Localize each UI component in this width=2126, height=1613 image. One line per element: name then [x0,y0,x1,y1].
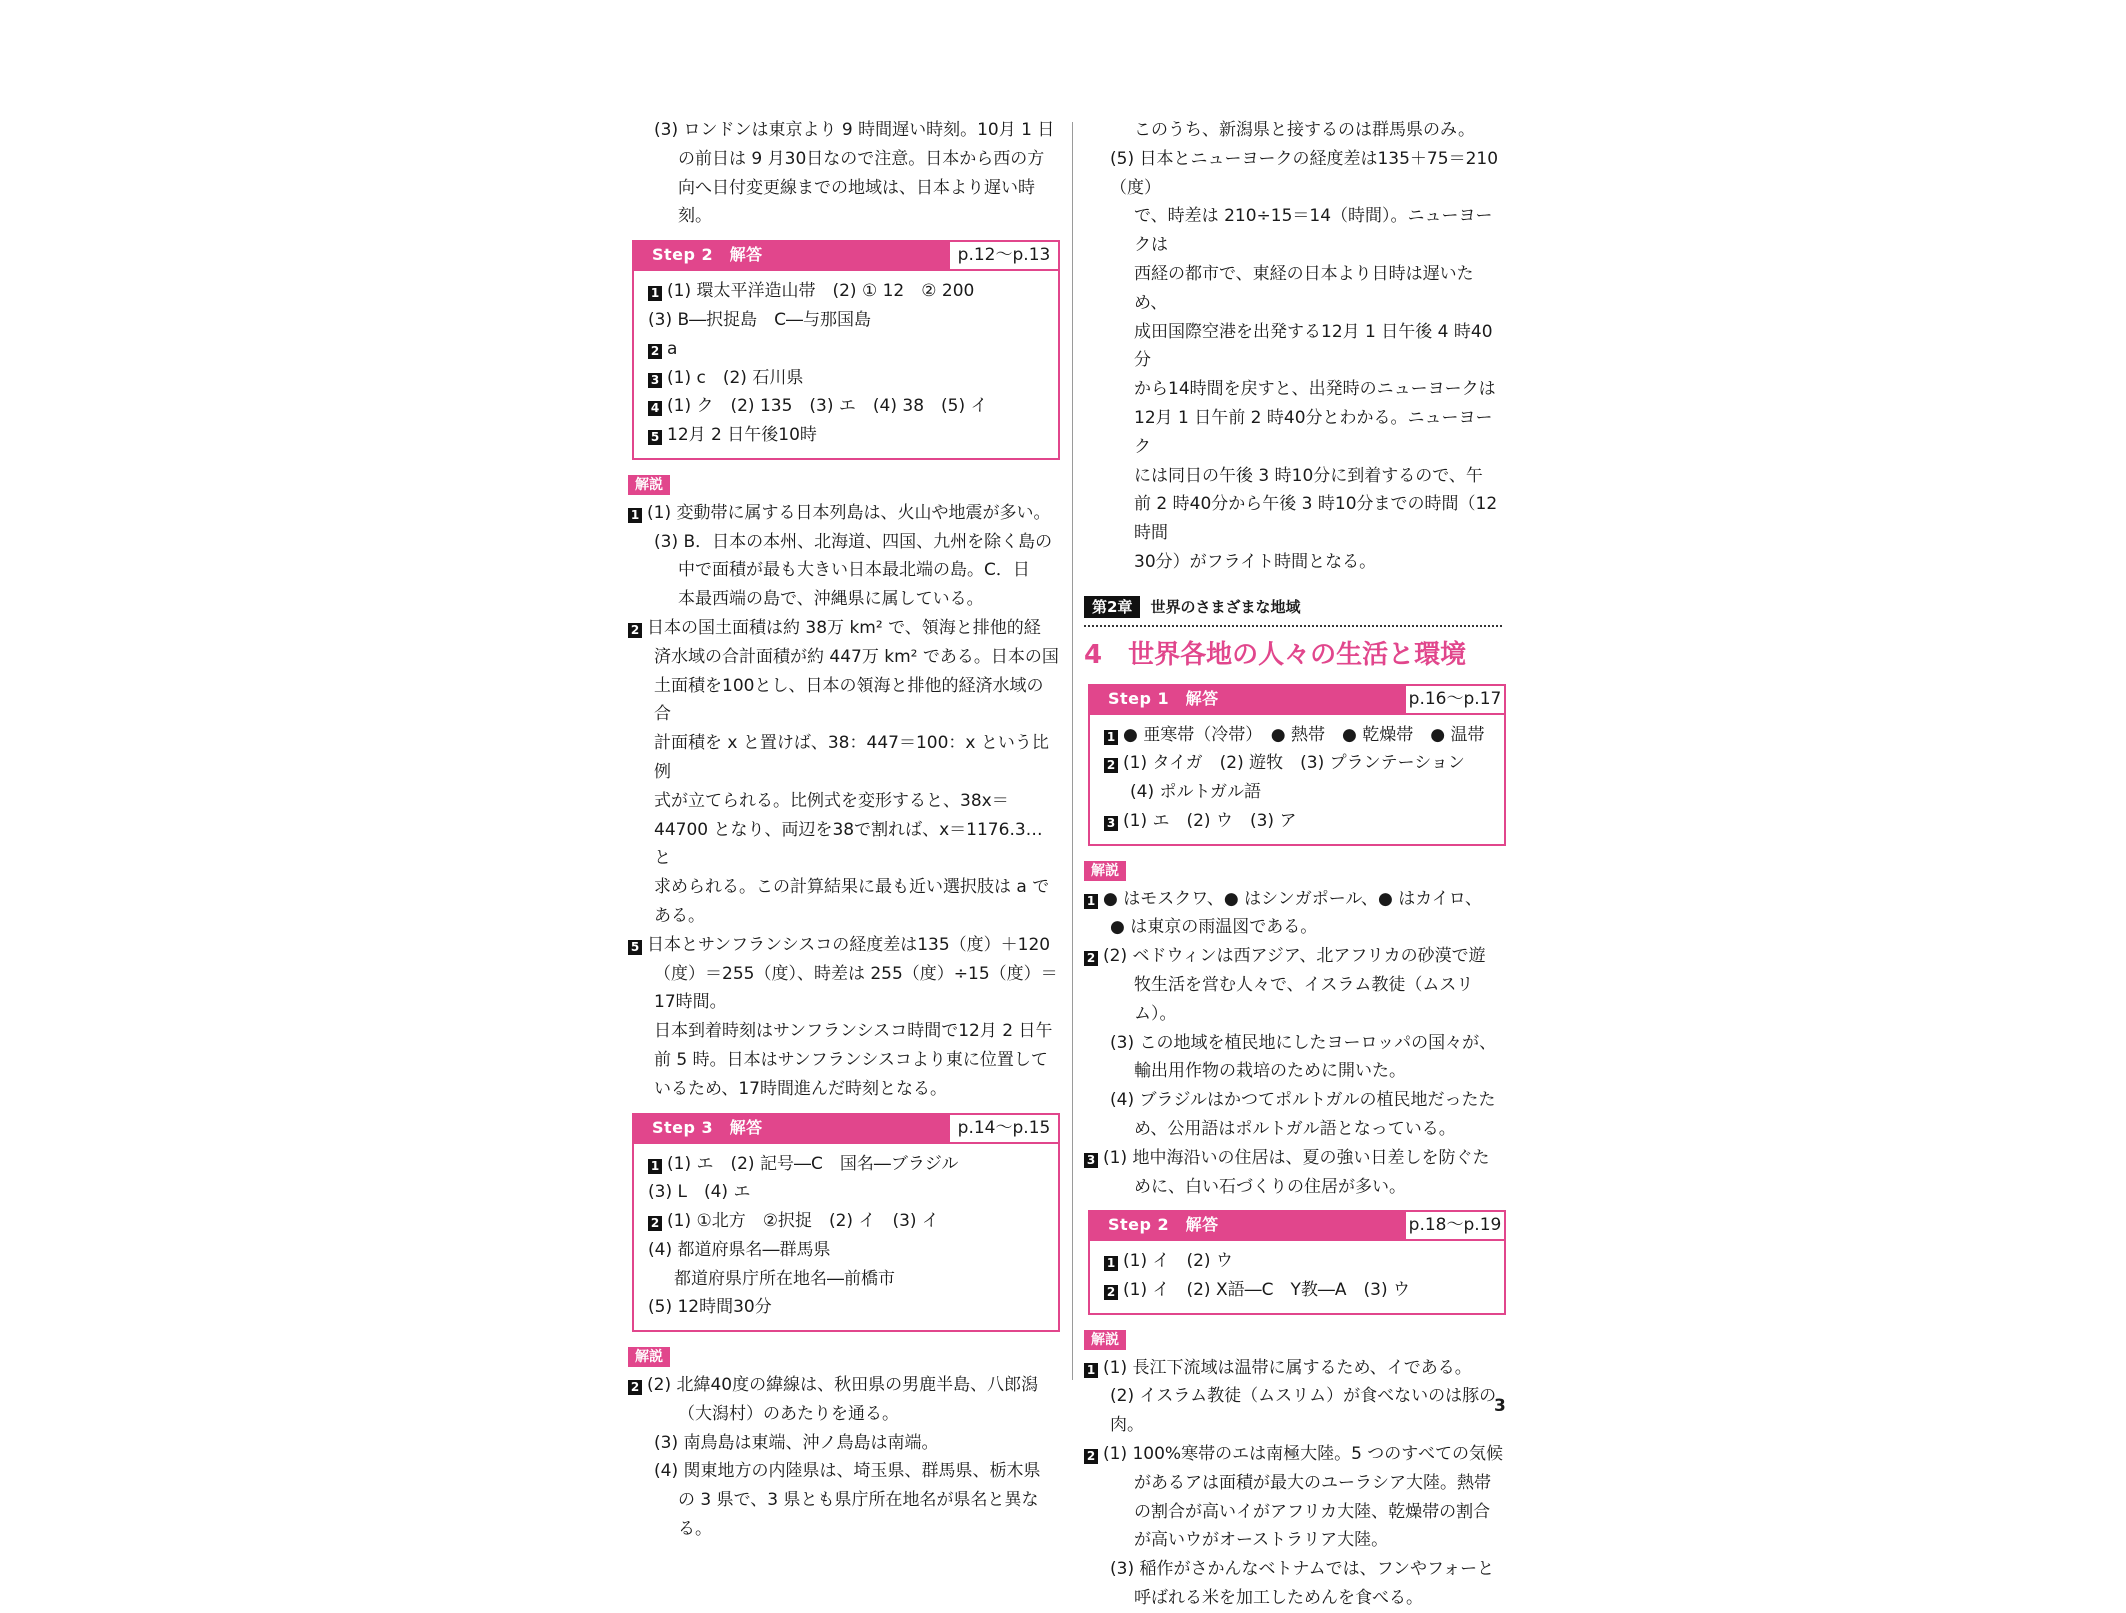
chapter-header [1084,593,1502,627]
line-text: (1) ①北方 ②択捉 (2) イ (3) イ [667,1211,939,1232]
text-line [628,1046,1060,1075]
line-text: 輸出用作物の栽培のために開いた。 [1134,1061,1406,1082]
text-line [628,1429,1060,1458]
step-pages: p.12〜p.13 [957,245,1051,266]
text-line: (3) ロンドンは東京より 9 時間遅い時刻。10月 1 日 [654,120,1055,140]
line-text: (4) ブラジルはかつてポルトガルの植民地だったた [1110,1090,1496,1111]
text-line [648,1150,1048,1179]
text-line [648,1293,1048,1322]
line-text: いるため、17時間進んだ時刻となる。 [654,1078,947,1099]
text-line [1084,1469,1506,1498]
text-line [1084,1144,1506,1173]
question-number-badge: 2 [1104,758,1118,773]
text-line [628,960,1060,1018]
line-text: (4) 関東地方の内陸県は、埼玉県、群馬県、栃木県 [654,1461,1041,1482]
text-line [648,1265,1048,1294]
text-line [1084,1086,1506,1115]
kaisetsu-block [628,1371,1060,1544]
step-body [1090,1241,1504,1313]
line-text: 中で面積が最も大きい日本最北端の島。C．日 [678,560,1030,581]
question-number-badge: 4 [648,401,662,416]
line-text: ある。 [654,905,705,926]
line-text: (3) この地域を植民地にしたヨーロッパの国々が、 [1110,1032,1497,1053]
line-text: (1) 100%寒帯のエは南極大陸。5 つのすべての気候 [1103,1444,1503,1465]
line-text: (1) イ (2) ウ [1123,1251,1233,1272]
column-divider [1072,122,1073,1380]
text-line [628,672,1060,730]
text-line [1084,1498,1506,1527]
question-number-badge: 1 [1104,1256,1118,1271]
step3-answer-box [632,1113,1060,1333]
line-text: め、公用語はポルトガル語となっている。 [1134,1118,1456,1139]
line-text: 済水域の合計面積が約 447万 km² である。日本の国 [654,646,1059,667]
step-body [1090,715,1504,844]
text-line [628,1075,1060,1104]
line-text: (1) エ (2) ウ (3) ア [1123,810,1297,831]
text-line [628,585,1060,614]
line-text: があるアは面積が最大のユーラシア大陸。熱帯 [1134,1472,1491,1493]
line-text: a [667,338,678,359]
line-text: 都道府県庁所在地名―前橋市 [674,1268,895,1289]
line-text: (1) タイガ (2) 遊牧 (3) プランテーション [1123,753,1465,774]
line-text: 日本とサンフランシスコの経度差は135（度）＋120 [647,934,1051,955]
page-number: 3 [1494,1396,1506,1416]
line-text: (3) B―択捉島 C―与那国島 [648,309,872,330]
question-number-badge: 1 [628,508,642,523]
left-column [628,116,1060,1544]
kaisetsu-label: 解説 [1084,1330,1126,1350]
question-number-badge: 3 [1104,816,1118,831]
line-text: 30分）がフライト時間となる。 [1134,551,1377,572]
question-number-badge: 2 [628,623,642,638]
line-text: (4) ポルトガル語 [1130,782,1261,803]
line-text: (1) 変動帯に属する日本列島は、火山や地震が多い。 [647,502,1051,523]
text-line [1104,749,1494,778]
chapter-title: 世界のさまざまな地域 [1150,597,1301,616]
text-line [1084,375,1506,404]
line-text: (3) B．日本の本州、北海道、四国、九州を除く島の [654,531,1053,552]
chapter-badge: 第2章 [1084,596,1140,618]
kaisetsu-block [1084,1354,1506,1613]
question-number-badge: 1 [1104,730,1118,745]
line-text: (2) イスラム教徒（ムスリム）が食べないのは豚の肉。 [1110,1386,1497,1436]
text-line [1084,404,1506,462]
line-text: 12月 1 日午前 2 時40分とわかる。ニューヨーク [1134,407,1493,457]
line-text: (2) ベドウィンは西アジア、北アフリカの砂漠で遊 [1103,946,1486,967]
line-text: で、時差は 210÷15＝14（時間）。ニューヨークは [1134,206,1493,256]
text-line [1104,1276,1494,1305]
question-number-badge: 1 [1084,894,1098,909]
text-line [628,1457,1060,1486]
line-text: 呼ばれる米を加工しためんを食べる。 [1134,1588,1423,1609]
line-text: (4) 都道府県名―群馬県 [648,1239,831,1260]
step2-answer-box [1088,1210,1506,1315]
text-line [648,277,1048,306]
line-text: めに、白い石づくりの住居が多い。 [1134,1176,1406,1197]
line-text: 求められる。この計算結果に最も近い選択肢は a で [654,877,1050,898]
text-line [628,902,1060,931]
text-line [1084,913,1506,942]
text-line [1084,145,1506,203]
question-number-badge: 5 [628,940,642,955]
line-text: (5) 日本とニューヨークの経度差は135＋75＝210（度） [1110,148,1499,198]
question-number-badge: 3 [648,373,662,388]
text-line [648,1236,1048,1265]
question-number-badge: 5 [648,430,662,445]
kaisetsu-block [1084,885,1506,1202]
question-number-badge: 2 [1104,1285,1118,1300]
line-text: には同日の午後 3 時10分に到着するので、午 [1134,465,1483,486]
text-line [1104,721,1494,750]
line-text: (3) 稲作がさかんなベトナムでは、フンやフォーと [1110,1559,1495,1580]
line-text: 土面積を100とし、日本の領海と排他的経済水域の合 [654,675,1044,725]
line-text: (1) エ (2) 記号―C 国名―ブラジル [667,1153,959,1174]
step-header [1090,1212,1504,1241]
text-line [1084,1115,1506,1144]
question-number-badge: 2 [1084,1449,1098,1464]
text-line [1104,1247,1494,1276]
step1-answer-box [1088,684,1506,846]
text-line [1084,1382,1506,1440]
text-line [648,306,1048,335]
line-text: ● は東京の雨温図である。 [1110,917,1318,938]
line-text: 本最西端の島で、沖縄県に属している。 [678,589,984,610]
section-title: 4 世界各地の人々の生活と環境 [1084,639,1467,670]
question-number-badge: 1 [648,1159,662,1174]
text-line [648,1207,1048,1236]
line-text: 西経の都市で、東経の日本より日時は遅いため、 [1134,263,1474,313]
text-line [628,1400,1060,1429]
step-title: Step 2 解答 [1090,1212,1406,1239]
line-text: (1) 長江下流域は温帯に属するため、イである。 [1103,1357,1472,1378]
text-line [1104,807,1494,836]
text-line [648,421,1048,450]
text-line [1084,1440,1506,1469]
question-number-badge: 2 [648,1216,662,1231]
text-line [1084,548,1506,577]
right-column [1084,116,1506,1613]
text-line [628,1371,1060,1400]
text-line [648,364,1048,393]
kaisetsu-block [628,499,1060,1104]
line-text: （度）＝255（度）、時差は 255（度）÷15（度）＝17時間。 [654,963,1058,1013]
line-text: の割合が高いイがアフリカ大陸、乾燥帯の割合 [1134,1501,1491,1522]
question-number-badge: 2 [1084,951,1098,966]
text-line [628,729,1060,787]
text-line [1084,1354,1506,1383]
line-text: (1) 地中海沿いの住居は、夏の強い日差しを防ぐた [1103,1147,1490,1168]
text-line [628,614,1060,643]
text-line [628,931,1060,960]
text-line [628,1017,1060,1046]
step-title: Step 1 解答 [1090,686,1406,713]
text-line [648,1178,1048,1207]
text-line [648,392,1048,421]
line-text: (1) イ (2) X語―C Y教―A (3) ウ [1123,1280,1410,1301]
question-number-badge: 3 [1084,1153,1098,1168]
text-line [1084,202,1506,260]
step-header [634,242,1058,271]
text-line [628,1486,1060,1544]
line-text: 前 2 時40分から午後 3 時10分までの時間（12時間 [1134,494,1498,544]
text-line [1084,318,1506,376]
text-line: の前日は 9 月30日なので注意。日本から西の方 [678,148,1045,169]
line-text: このうち、新潟県と接するのは群馬県のみ。 [1134,120,1476,140]
text-line [1084,116,1506,145]
text-line [628,816,1060,874]
text-line [1084,1526,1506,1555]
text-line [648,335,1048,364]
line-text: 牧生活を営む人々で、イスラム教徒（ムスリム）。 [1134,974,1474,1024]
text-line [628,528,1060,557]
line-text: (3) 南鳥島は東端、沖ノ鳥島は南端。 [654,1432,939,1453]
text-line: 向へ日付変更線までの地域は、日本より遅い時刻。 [678,177,1035,227]
question-number-badge: 2 [628,1380,642,1395]
line-text: が高いウがオーストラリア大陸。 [1134,1530,1389,1551]
step-header [1090,686,1504,715]
line-text: （大潟村）のあたりを通る。 [678,1403,899,1424]
line-text: 前 5 時。日本はサンフランシスコより東に位置して [654,1049,1048,1070]
text-line [1084,971,1506,1029]
line-text: 日本到着時刻はサンフランシスコ時間で12月 2 日午 [654,1021,1053,1042]
kaisetsu-label: 解説 [628,1347,670,1367]
text-line [1084,490,1506,548]
text-line [1104,778,1494,807]
text-line [1084,260,1506,318]
line-text: 12月 2 日午後10時 [667,425,817,446]
line-text: (3) L (4) エ [648,1182,751,1203]
line-text: の 3 県で、3 県とも県庁所在地名が県名と異なる。 [678,1490,1039,1540]
step-body [634,1144,1058,1331]
step2-answer-box [632,240,1060,460]
line-text: 成田国際空港を出発する12月 1 日午後 4 時40分 [1134,321,1493,371]
text-line [1084,885,1506,914]
right-intro [1084,116,1506,577]
line-text: 式が立てられる。比例式を変形すると、38x＝ [654,790,1009,811]
text-line [1084,1555,1506,1584]
left-intro [628,116,1060,231]
text-line [1084,942,1506,971]
step-pages: p.18〜p.19 [1408,1215,1502,1236]
line-text: 計面積を x と置けば、38：447＝100：x という比例 [654,733,1049,782]
line-text: (1) 環太平洋造山帯 (2) ① 12 ② 200 [667,281,975,302]
line-text: (2) 北緯40度の緯線は、秋田県の男鹿半島、八郎潟 [647,1375,1039,1396]
line-text: 日本の国土面積は約 38万 km² で、領海と排他的経 [647,617,1041,638]
question-number-badge: 1 [648,286,662,301]
text-line [1084,462,1506,491]
step-header [634,1115,1058,1144]
question-number-badge: 1 [1084,1363,1098,1378]
step-title: Step 2 解答 [634,242,950,269]
line-text: (5) 12時間30分 [648,1297,772,1318]
line-text: から14時間を戻すと、出発時のニューヨークは [1134,379,1496,400]
line-text: (1) ク (2) 135 (3) エ (4) 38 (5) イ [667,396,988,417]
text-line [628,499,1060,528]
line-text: ● はモスクワ、● はシンガポール、● はカイロ、 [1103,888,1483,909]
line-text: 44700 となり、両辺を38で割れば、x＝1176.3… と [654,819,1043,869]
step-pages: p.16〜p.17 [1408,688,1502,709]
line-text: ● 亜寒帯（冷帯） ● 熱帯 ● 乾燥帯 ● 温帯 [1123,724,1485,745]
text-line [1084,1057,1506,1086]
step-body [634,271,1058,458]
step-pages: p.14〜p.15 [957,1117,1051,1138]
kaisetsu-label: 解説 [1084,861,1126,881]
kaisetsu-label: 解説 [628,475,670,495]
text-line [628,556,1060,585]
text-line [1084,1029,1506,1058]
text-line [628,643,1060,672]
text-line [1084,1584,1506,1613]
text-line [628,873,1060,902]
question-number-badge: 2 [648,344,662,359]
line-text: (1) c (2) 石川県 [667,367,804,388]
text-line [1084,1173,1506,1202]
text-line [628,787,1060,816]
step-title: Step 3 解答 [634,1115,950,1142]
